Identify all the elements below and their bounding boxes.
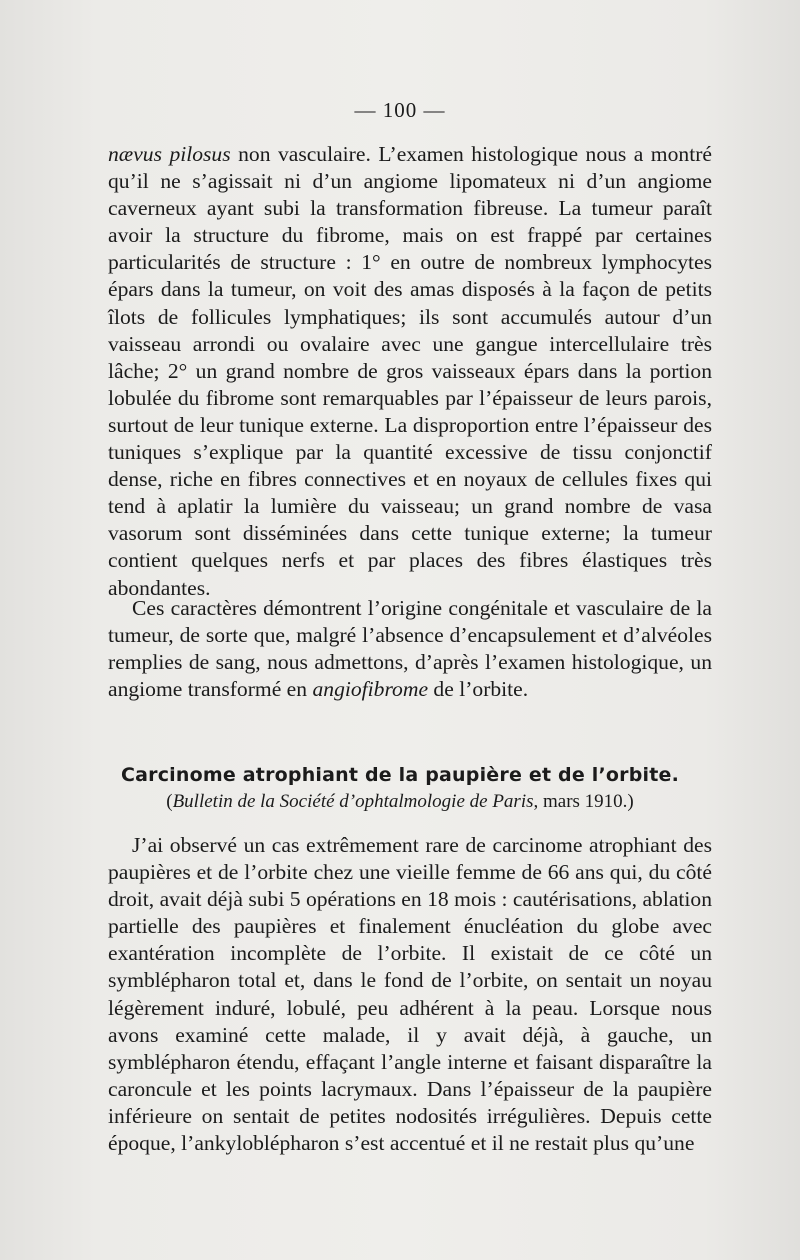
body-paragraph — [108, 595, 712, 703]
source-journal: Bulletin de la Société d’ophtalmologie de Paris — [172, 791, 534, 812]
paragraph-nevus — [108, 141, 712, 602]
paragraph-text-end: de l’orbite. — [428, 677, 529, 702]
paragraph-carcinome — [108, 832, 712, 1157]
source-date: , mars 1910.) — [533, 791, 634, 812]
page-number: — 100 — — [354, 98, 446, 122]
paragraph-text: non vasculaire. L’examen histologique nous a montré qu’il ne s’agissait ni d’un angiome lipomateux ni d’un angiome caverneux ayant subi la transformation fibreuse. La tumeur paraît avoir la structure du fibrome, mais on est frappé par certaines particularités de structure : 1° en outre de nombreux lymphocytes épars dans la tumeur, on voit des amas disposés à la façon de petits îlots de follicules lymphatiques; ils sont accumulés autour d’un vaisseau arrondi ou ovalaire avec une gangue intercellulaire très lâche; 2° un grand nombre de gros vaisseaux épars dans la portion lobulée du fibrome sont remarquables par l’épaisseur de leurs parois, surtout de leur tunique externe. La disproportion entre l’épaisseur des tuniques s’explique par la quantité excessive de tissu conjonctif dense, riche en fibres connectives et en noyaux de cellules fixes qui tend à aplatir la lumière du vaisseau; un grand nombre de vasa vasorum sont disséminées dans cette tunique externe; la tumeur contient quelques nerfs et par places des fibres élastiques très abondantes. — [108, 142, 712, 600]
section-source — [0, 791, 800, 813]
body-paragraph: J’ai observé un cas extrêmement rare de carcinome atrophiant des paupières et de l’orbite chez une vieille femme de 66 ans qui, du côté droit, avait déjà subi 5 opérations en 18 mois : cautérisations, ablation partielle des paupières et finalement énucléation du globe avec exantération incomplète de l’orbite. Il existait de ce côté un symblépharon total et, dans le fond de l’orbite, on sentait un noyau légèrement induré, lobulé, peu adhérent à la peau. Lorsque nous avons examiné cette malade, il y avait déjà, à gauche, un symblépharon étendu, effaçant l’angle interne et faisant disparaître la caroncule et les points lacrymaux. Dans l’épaisseur de la paupière inférieure on sentait de petites nodosités irrégulières. Depuis cette époque, l’ankyloblépharon s’est accentué et il ne restait plus qu’une — [108, 833, 712, 1156]
paragraph-text: Ces caractères démontrent l’origine congénitale et vasculaire de la tumeur, de sorte que, malgré l’absence d’encapsulement et d’alvéoles remplies de sang, nous admettons, d’après l’examen histologique, un angiome transformé en — [108, 596, 712, 702]
italic-term: angiofibrome — [312, 677, 429, 702]
paragraph-conclusion — [108, 595, 712, 703]
body-paragraph — [108, 141, 712, 602]
section-title: Carcinome atrophiant de la paupière et de l’orbite. — [120, 764, 679, 786]
source-open: ( — [166, 791, 173, 812]
italic-term: nævus pilosus — [108, 142, 231, 166]
